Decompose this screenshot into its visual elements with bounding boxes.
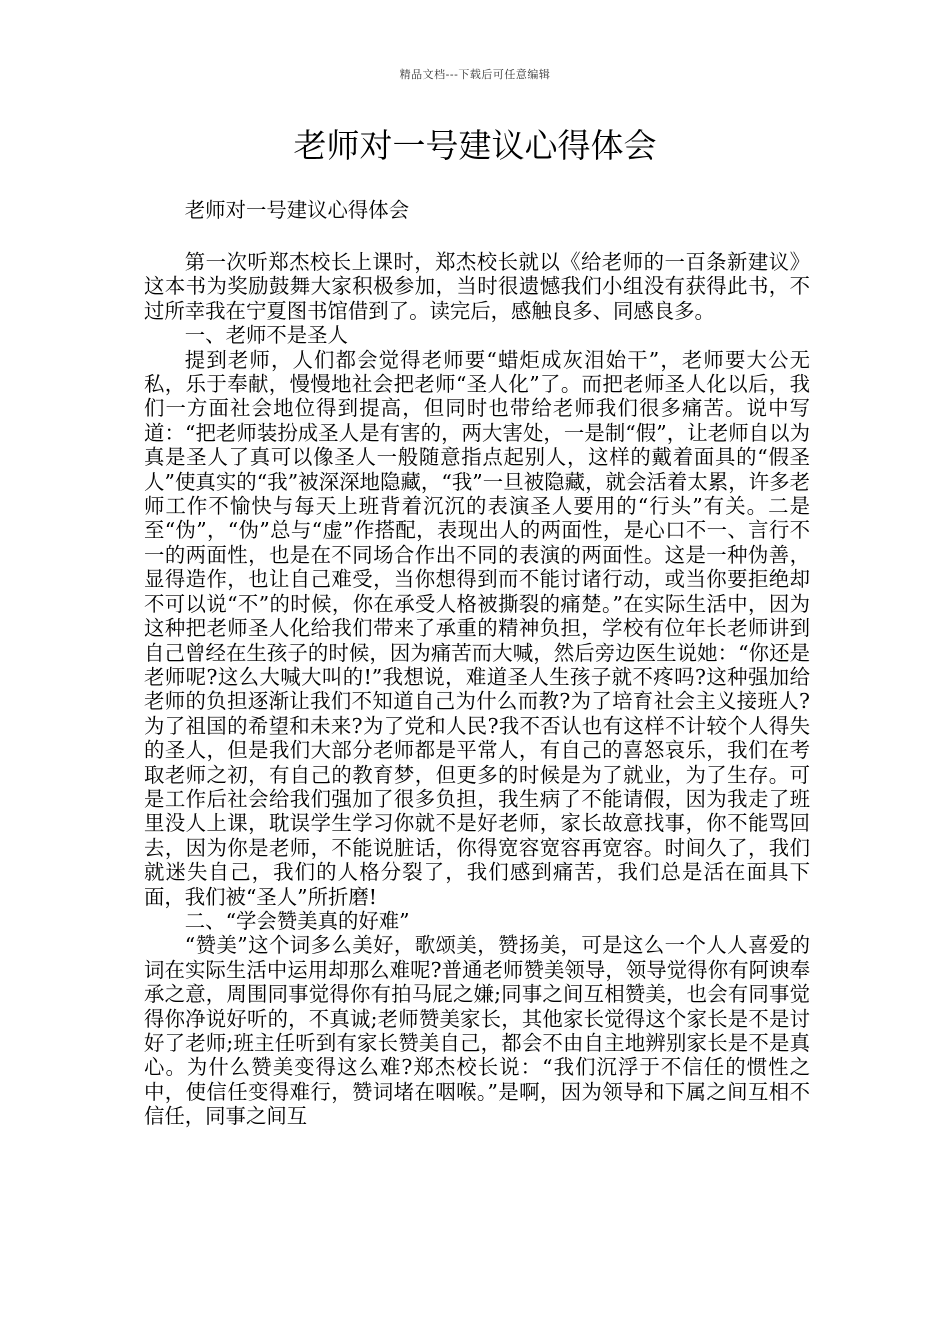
paragraph-intro: 第一次听郑杰校长上课时，郑杰校长就以《给老师的一百条新建议》这本书为奖励鼓舞大家积极参加，当时很遗憾我们小组没有获得此书，不过所幸我在宁夏图书馆借到了。读完后，感触良多、同感良多。 — [144, 250, 810, 323]
section-heading-1: 一、老师不是圣人 — [184, 323, 348, 348]
paragraph-section-2: “赞美”这个词多么美好，歌颂美，赞扬美，可是这么一个人人喜爱的词在实际生活中运用却那么难呢?普通老师赞美领导，领导觉得你有阿谀奉承之意，周围同事觉得你有拍马屁之嫌;同事之间互相赞美，也会有同事觉得你净说好听的，不真诚;老师赞美家长，其他家长觉得这个家长是不是讨好了老师;班主任听到有家长赞美自己，都会不由自主地辨别家长是不是真心。为什么赞美变得这么难?郑杰校长说：“我们沉浮于不信任的惯性之中，使信任变得难行，赞词堵在咽喉。”是啊，因为领导和下属之间互相不信任，同事之间互 — [144, 933, 810, 1129]
document-body — [144, 194, 810, 1129]
document-subtitle: 老师对一号建议心得体会 — [184, 198, 410, 222]
paragraph-section-1: 提到老师，人们都会觉得老师要“蜡炬成灰泪始干”，老师要大公无私，乐于奉献，慢慢地社会把老师“圣人化”了。而把老师圣人化以后，我们一方面社会地位得到提高，但同时也带给老师我们很多痛苦。说中写道：“把老师装扮成圣人是有害的，两大害处，一是制“假”，让老师自以为真是圣人了真可以像圣人一般随意指点起别人，这样的戴着面具的“假圣人”使真实的“我”被深深地隐藏，“我”一旦被隐藏，就会活着太累，许多老师工作不愉快与每天上班背着沉沉的表演圣人要用的“行头”有关。二是至“伪”，“伪”总与“虚”作搭配，表现出人的两面性，是心口不一、言行不一的两面性，也是在不同场合作出不同的表演的两面性。这是一种伪善，显得造作，也让自己难受，当你想得到而不能讨诸行动，或当你要拒绝却不可以说“不”的时候，你在承受人格被撕裂的痛楚。”在实际生活中，因为这种把老师圣人化给我们带来了承重的精神负担，学校有位年长老师讲到自己曾经在生孩子的时候，因为痛苦而大喊，然后旁边医生说她：“你还是老师呢?这么大喊大叫的!”我想说，难道圣人生孩子就不疼吗?这种强加给老师的负担逐渐让我们不知道自己为什么而教?为了培育社会主义接班人?为了祖国的希望和未来?为了党和人民?我不否认也有这样不计较个人得失的圣人，但是我们大部分老师都是平常人，有自己的喜怒哀乐，我们在考取老师之初，有自己的教育梦，但更多的时候是为了就业，为了生存。可是工作后社会给我们强加了很多负担，我生病了不能请假，因为我走了班里没人上课，耽误学生学习你就不是好老师，家长故意找事，你不能骂回去，因为你是老师，不能说脏话，你得宽容宽容再宽容。时间久了，我们就迷失自己，我们的人格分裂了，我们感到痛苦，我们总是活在面具下面，我们被“圣人”所折磨! — [144, 347, 810, 909]
header-note: 精品文档---下载后可任意编辑 — [399, 68, 551, 81]
page-title: 老师对一号建议心得体会 — [293, 126, 657, 165]
section-heading-2: 二、“学会赞美真的好难” — [184, 908, 410, 933]
